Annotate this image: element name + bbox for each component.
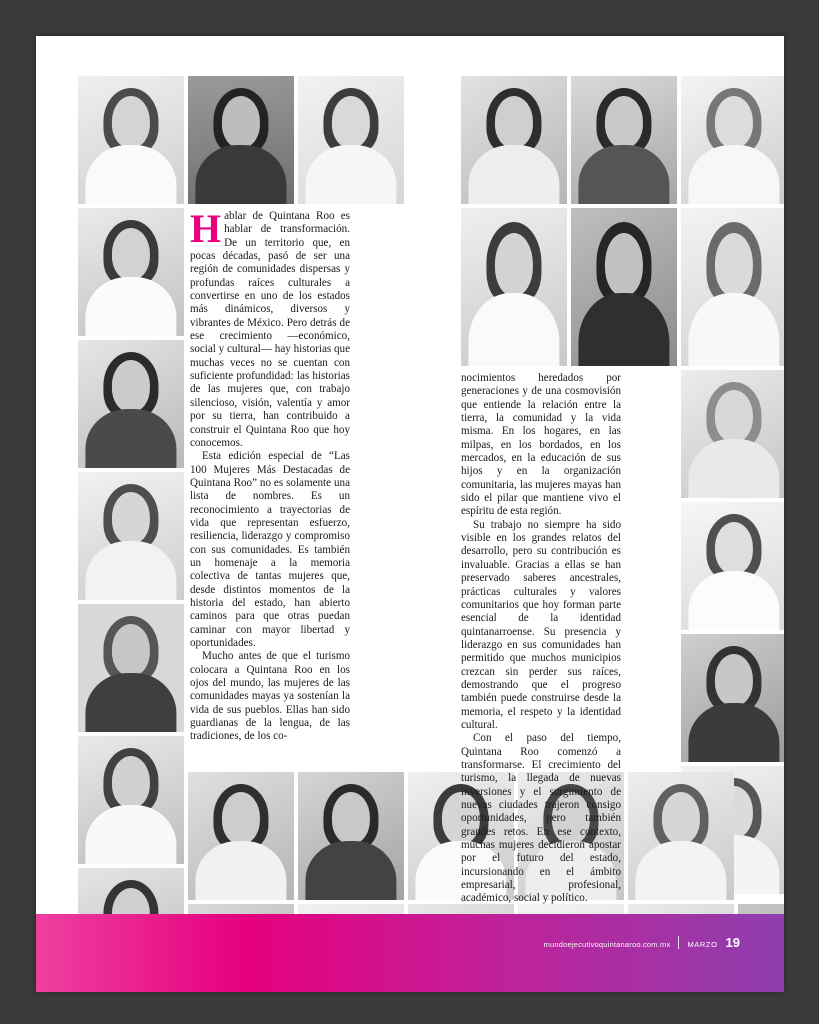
page-footer — [36, 914, 784, 992]
photo-10 — [78, 604, 184, 732]
photo-03 — [298, 76, 404, 204]
paragraph-text: nocimientos heredados por generaciones y de una cosmovisión que entiende la relación entre la tierra, la comunidad y la vida misma. En los hogares, en las milpas, en los bordados, en los mercados, en la educación de sus hijos y en la organización comunitaria, las mujeres mayas han sido el pilar que mantiene vivo el espíritu de esta región. — [461, 372, 621, 518]
portrait-image — [681, 76, 784, 204]
portrait-image — [571, 208, 677, 366]
portrait-image — [681, 634, 784, 762]
magazine-page — [36, 36, 784, 992]
footer-divider — [678, 936, 679, 949]
photo-16 — [681, 634, 784, 762]
photo-11 — [461, 208, 567, 366]
photo-15 — [681, 502, 784, 630]
photo-14 — [681, 370, 784, 498]
photo-09 — [78, 472, 184, 600]
photo-05 — [571, 76, 677, 204]
photo-02 — [188, 76, 294, 204]
portrait-image — [78, 76, 184, 204]
paragraph-text: Mucho antes de que el turismo colocara a Quintana Roo en los ojos del mundo, las mujeres de las comunidades mayas ya sostenían la vida de sus pueblos. Ellas han sido guardianas de la lengua, de las tradiciones, de los co- — [190, 650, 350, 743]
portrait-image — [571, 76, 677, 204]
article-column-left — [190, 206, 350, 744]
photo-07 — [78, 208, 184, 336]
paragraph — [190, 450, 350, 650]
paragraph-text: Con el paso del tiempo, Quintana Roo comenzó a transformarse. El crecimiento del turismo, la llegada de nuevas inversiones y el surgimiento de nuevas ciudades trajeron consigo oportunidades, pero también grandes retos. En ese contexto, muchas mujeres decidieron apostar por el futuro del estado, incursionando en el ámbito empresarial, profesional, académico, social y político. — [461, 732, 621, 905]
paragraph — [190, 206, 350, 450]
page-number: 19 — [725, 935, 740, 950]
paragraph — [190, 650, 350, 743]
photo-06 — [681, 76, 784, 204]
paragraph-text: Su trabajo no siempre ha sido visible en los grandes relatos del desarrollo, pero su contribución es invaluable. Gracias a ellas se han preservado saberes ancestrales, prácticas culturales y valores comunitarios que hoy forman parte esencial de la identidad quintanarroense. Su presencia y liderazgo en sus comunidades han permitido que muchos municipios crezcan sin perder sus raíces, demostrando que el progreso también puede construirse desde la memoria, el respeto y la identidad cultural. — [461, 518, 621, 731]
paragraph — [461, 372, 621, 519]
portrait-image — [78, 472, 184, 600]
issue-month: MARZO — [687, 940, 718, 949]
drop-cap: H — [190, 206, 222, 251]
photo-19 — [188, 772, 294, 900]
portrait-image — [628, 772, 734, 900]
paragraph — [461, 519, 621, 733]
photo-13 — [681, 208, 784, 366]
footer-content — [544, 934, 740, 950]
article-column-right — [461, 372, 621, 906]
portrait-image — [298, 772, 404, 900]
photo-12 — [571, 208, 677, 366]
portrait-image — [188, 772, 294, 900]
portrait-image — [188, 76, 294, 204]
portrait-image — [78, 736, 184, 864]
portrait-image — [78, 604, 184, 732]
page-content — [78, 76, 742, 914]
paragraph-text: ablar de Quintana Roo es hablar de transformación. De un territorio que, en pocas décadas, pasó de ser una región de comunidades dispersas y profundas raíces culturales a convertirse en uno de los estados más dinámicos, diversos y vibrantes de México. Pero detrás de ese crecimiento —económico, social y cultural— hay historias que muchas veces no se cuentan con suficiente profundidad: las historias de las mujeres que, con trabajo silencioso, visión, valentía y amor por su tierra, han contribuido a construir el Quintana Roo que hoy conocemos. — [190, 210, 350, 449]
portrait-image — [681, 370, 784, 498]
website-url[interactable]: mundoejecutivoquintanaroo.com.mx — [543, 940, 671, 949]
portrait-image — [298, 76, 404, 204]
paragraph — [461, 732, 621, 905]
portrait-image — [78, 340, 184, 468]
photo-01 — [78, 76, 184, 204]
photo-04 — [461, 76, 567, 204]
photo-18 — [78, 736, 184, 864]
photo-30 — [628, 772, 734, 900]
portrait-image — [681, 208, 784, 366]
portrait-image — [78, 208, 184, 336]
portrait-image — [461, 208, 567, 366]
portrait-image — [681, 502, 784, 630]
paragraph-text: Esta edición especial de “Las 100 Mujeres Más Destacadas de Quintana Roo” no es solamente una lista de nombres. Es un reconocimiento a trayectorias de vida que representan esfuerzo, resiliencia, liderazgo y compromiso con sus comunidades. Es también un homenaje a la memoria colectiva de tantas mujeres que, desde distintos momentos de la historia del estado, han abierto caminos para que otras puedan caminar con mayor libertad y oportunidades. — [190, 450, 350, 649]
photo-20 — [298, 772, 404, 900]
portrait-image — [461, 76, 567, 204]
photo-08 — [78, 340, 184, 468]
